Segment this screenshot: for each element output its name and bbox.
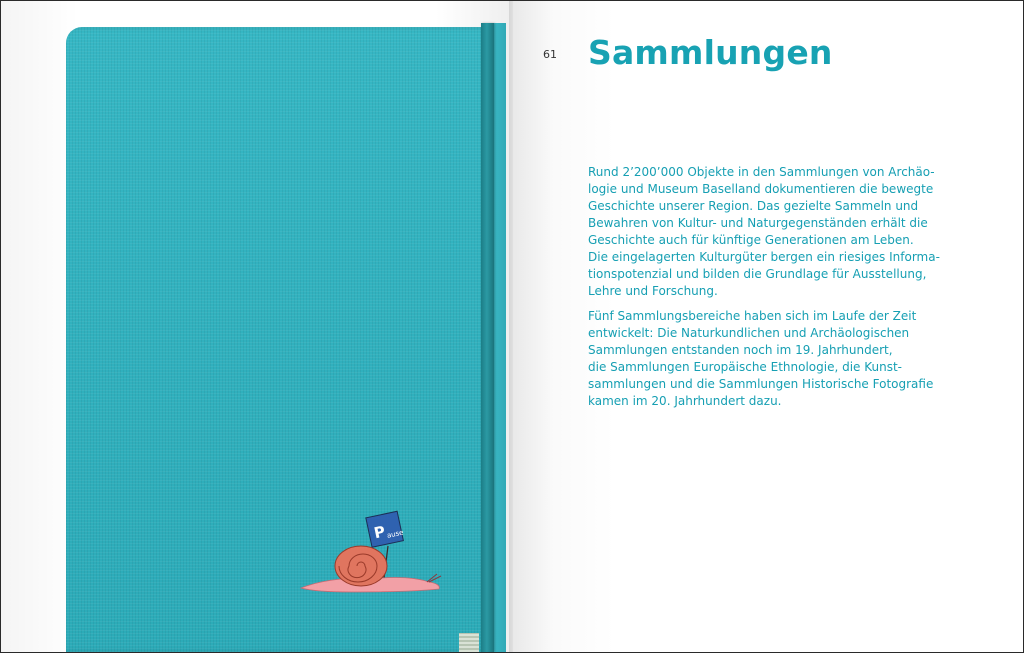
elastic-band (481, 23, 494, 652)
sign-text: ause (386, 528, 405, 540)
snail-shell (335, 546, 387, 586)
paragraph-1 (588, 164, 978, 300)
text-line: Geschichte unserer Region. Das gezielte Sammeln und (588, 199, 919, 213)
text-line: Fünf Sammlungsbereiche haben sich im Laufe der Zeit (588, 309, 917, 323)
text-line: logie und Museum Baselland dokumentieren die bewegte (588, 182, 934, 196)
text-line: Rund 2’200’000 Objekte in den Sammlungen von Archäo- (588, 165, 935, 179)
text-line: Lehre und Forschung. (588, 284, 718, 298)
text-line: Die eingelagerten Kulturgüter bergen ein riesiges Informa- (588, 250, 940, 264)
text-line: kamen im 20. Jahrhundert dazu. (588, 394, 782, 408)
text-line: sammlungen und die Sammlungen Historische Fotografie (588, 377, 934, 391)
text-line: Sammlungen entstanden noch im 19. Jahrhundert, (588, 343, 893, 357)
text-line: tionspotenzial und bilden die Grundlage für Ausstellung, (588, 267, 927, 281)
page-title: Sammlungen (588, 33, 833, 72)
text-line: entwickelt: Die Naturkundlichen und Archäologischen (588, 326, 910, 340)
text-line: Bewahren von Kultur- und Naturgegenständen erhält die (588, 216, 928, 230)
bookmark-ribbon (459, 633, 479, 652)
page-number: 61 (543, 48, 557, 61)
text-line: Geschichte auch für künftige Generationen am Leben. (588, 233, 914, 247)
left-page (1, 1, 513, 652)
sign-letter: P (372, 522, 387, 543)
pause-sign-icon (366, 511, 405, 547)
snail-illustration (291, 506, 451, 596)
body-text (588, 164, 978, 418)
text-line: die Sammlungen Europäische Ethnologie, die Kunst- (588, 360, 903, 374)
paragraph-2 (588, 308, 978, 410)
notebook-spine (494, 23, 506, 652)
